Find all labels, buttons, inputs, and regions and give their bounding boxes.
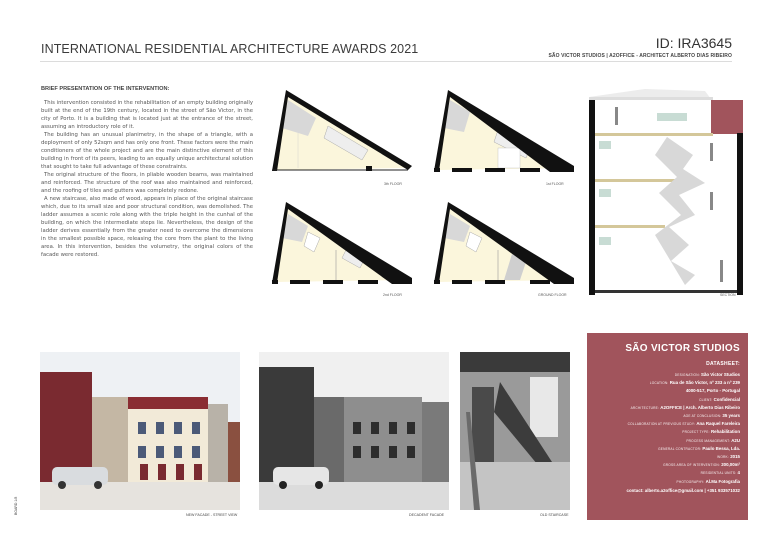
datasheet-row [593, 445, 740, 453]
datasheet-panel [587, 333, 748, 520]
ds-value: 2015 [730, 454, 740, 460]
floor-plan-1st [430, 88, 580, 183]
new-facade-image [40, 352, 240, 510]
board-number: BOARD 1/8 [14, 496, 18, 515]
ds-key: PROCESS MANAGEMENT: [686, 438, 730, 443]
datasheet-row [593, 387, 740, 395]
old-staircase-image [460, 352, 570, 510]
photo-old-staircase [460, 352, 570, 510]
ds-key: DESIGNATION: [674, 373, 700, 377]
datasheet-row [593, 437, 740, 445]
ds-value: 200,00m² [721, 462, 740, 468]
ds-key: COLLABORATION AT PREVIOUS STUDY: [627, 422, 696, 427]
datasheet-row [593, 412, 740, 420]
section-label: SECTION [720, 293, 736, 297]
ds-value: Ana Raquel Fareleira [696, 421, 740, 427]
decadent-facade-image [259, 352, 449, 510]
datasheet-row [593, 396, 740, 404]
ds-key: ARCHITECTURE: [630, 405, 660, 410]
floor-plan-3th [268, 88, 418, 183]
brief-paragraph: This intervention consisted in the rehabilitation of an empty building originally built at the end of the 19th century, located in the street of São Victor, in the city of Porto. It is a building that is located just at the entrance of the street, assuming an introductory role of it. [41, 100, 253, 130]
datasheet-row [593, 428, 740, 436]
ds-key: RESIDENTIAL UNITS: [700, 471, 737, 476]
floor-plan-label: GROUND FLOOR [538, 293, 567, 297]
floor-plan-drawing [430, 200, 580, 295]
photo-caption: OLD STAIRCASE [540, 513, 569, 517]
header-divider [40, 61, 732, 62]
brief-paragraph: The building has an unusual planimetry, in the shape of a triangle, with a deployment of only 52sqm and has only one front. These factors were the main conditioners of the whole project and are the main distinctive element of this building in front of its peers, leading to an equally unique architectural solution that sought to take full advantage of these constraints. [41, 132, 253, 170]
ds-key: WORK: [717, 455, 729, 460]
floor-plan-2nd [268, 200, 418, 295]
ds-key: GENERAL CONTRACTOR: [658, 446, 702, 451]
datasheet-row [593, 379, 740, 387]
section-drawing [585, 85, 747, 300]
ds-value: São Victor Studios [701, 372, 740, 377]
datasheet-row [593, 420, 740, 428]
photo-new-facade [40, 352, 240, 510]
brief-heading: BRIEF PRESENTATION OF THE INTERVENTION: [41, 86, 170, 92]
ds-key: CLIENT: [699, 397, 713, 402]
floor-plan-label: 1st FLOOR [546, 182, 564, 186]
datasheet-row [593, 404, 740, 412]
ds-key: GROSS AREA OF INTERVENTION: [663, 463, 720, 468]
datasheet-row [593, 469, 740, 477]
datasheet-row [593, 478, 740, 486]
ds-value: A2OFFICE | Arch. Alberto Dias Ribeiro [660, 404, 740, 410]
ds-value: 4 [737, 470, 740, 476]
page-title: INTERNATIONAL RESIDENTIAL ARCHITECTURE AWARDS 2021 [41, 42, 419, 56]
floor-plan-label: 2nd FLOOR [383, 293, 402, 297]
datasheet-heading: DATASHEET: [706, 361, 740, 367]
photo-decadent-facade [259, 352, 449, 510]
datasheet-row [593, 461, 740, 469]
ds-value: Rua de São Victor, nº 233 a nº 239 [669, 380, 740, 386]
brief-text [41, 99, 253, 259]
ds-value: A2U [731, 437, 740, 443]
building-section [585, 85, 747, 300]
datasheet-row [593, 371, 740, 379]
floor-plan-label: 3th FLOOR [384, 182, 402, 186]
datasheet-title: SÃO VICTOR STUDIOS [625, 343, 740, 354]
brief-paragraph: The original structure of the floors, in pliable wooden beams, was maintained and reinforced. The structure of the roof was also maintained and reinforced, and the roofing of tiles and gutters was completely redone. [41, 172, 253, 194]
ds-key: PHOTOGRAPHY: [676, 479, 705, 484]
project-id: ID: IRA3645 [655, 35, 732, 51]
project-subtitle: SÃO VICTOR STUDIOS | A2OFFICE - ARCHITECT ALBERTO DIAS RIBEIRO [548, 53, 732, 59]
ds-value: 35 years [722, 413, 740, 419]
floor-plan-drawing [268, 200, 418, 295]
brief-paragraph: A new staircase, also made of wood, appears in place of the original staircase which, due to its small size and poor structural condition, was demolished. The ladder assumes a scenic role along with the triple height in the cunhal of the building, on which the intermediate steps lie. Nevertheless, the design of the ladder derives essentially from the greater need to overcome the dimensions in the smallest possible space, releasing the core from the plant to the living area. In this intervention, besides the volumetry, the original colors of the facade were restored. [41, 196, 253, 258]
photo-caption: DECADENT FACADE [409, 513, 445, 517]
ds-value: Paulo Bessa, Lda. [702, 445, 740, 451]
ds-value: 4000-517, Porto - Portugal [685, 388, 740, 394]
datasheet-contact: contact: alberto.a2office@gmail.com | +351 933571032 [626, 487, 740, 493]
ds-key: AGE AT CONCLUSION: [683, 414, 722, 419]
floor-plan-drawing [268, 88, 418, 183]
ds-key: PROJECT TYPE: [682, 430, 710, 435]
ds-value: Rehabilitation [710, 429, 740, 435]
floor-plan-ground [430, 200, 580, 295]
floor-plan-drawing [430, 88, 580, 183]
ds-key: LOCATION: [649, 381, 669, 386]
ds-value: Al.Ma Fotografia [705, 478, 740, 484]
photo-caption: NEW FACADE - STREET VIEW [186, 513, 238, 517]
ds-value: Confidencial [713, 396, 740, 402]
datasheet-row [593, 453, 740, 461]
